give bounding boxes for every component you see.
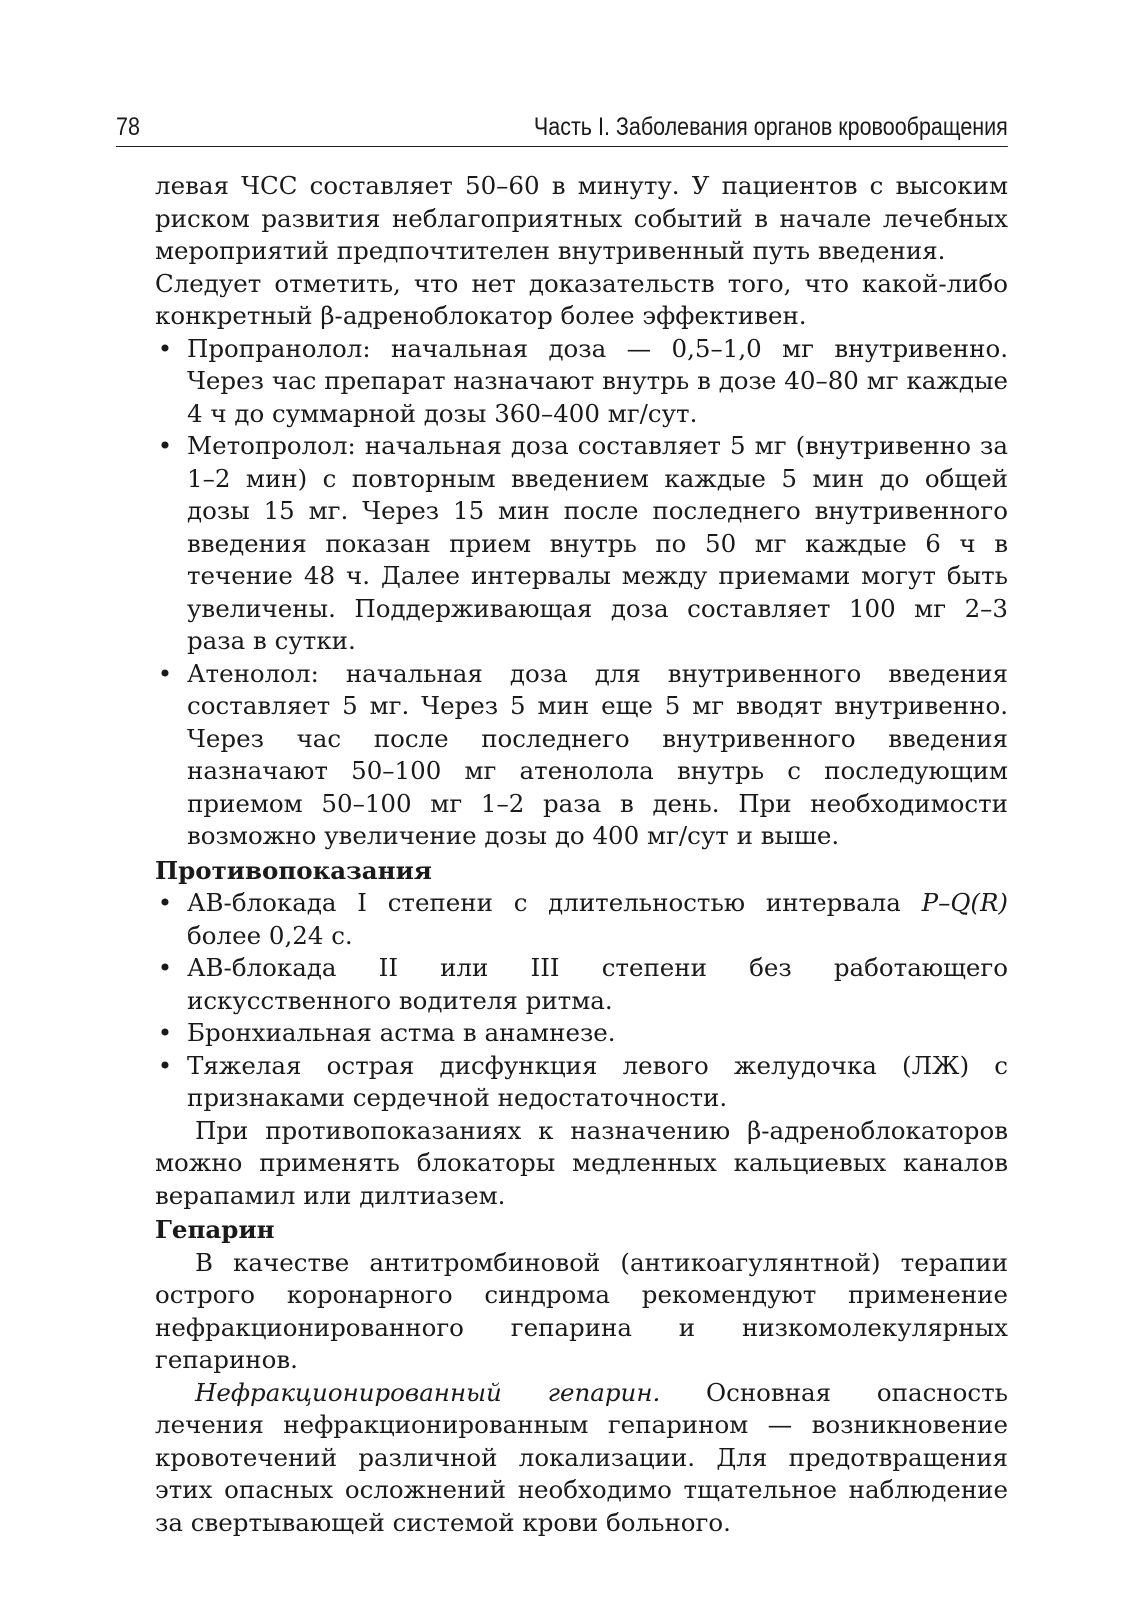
- list-item-atenolol: [157, 658, 1008, 853]
- list-item-asthma: [157, 1017, 1008, 1050]
- contraindications-list: [155, 887, 1008, 1115]
- term-italic: Нефракционированный гепарин.: [195, 1377, 661, 1407]
- list-item-text: АВ-блокада II или III степени без работающего искусственного водителя ритма.: [187, 953, 1008, 1015]
- bullet-icon: •: [157, 431, 173, 460]
- paragraph-alternatives: При противопоказаниях к назначению β-адреноблокаторов можно применять блокаторы медленных кальциевых каналов верапамил или дилтиазем.: [155, 1115, 1008, 1210]
- paragraph-heparin-therapy: В качестве антитромбиновой (антикоагулянтной) терапии острого коронарного синдрома рекомендуют применение нефракционированного гепарина и низкомолекулярных гепаринов.: [155, 1247, 1008, 1374]
- list-item-av-block-1: [157, 887, 1008, 952]
- list-item-av-block-2-3: [157, 952, 1008, 1017]
- bullet-icon: •: [157, 888, 173, 917]
- list-item-text: более 0,24 с.: [187, 920, 353, 950]
- running-title: Часть I. Заболевания органов кровообращения: [533, 113, 1008, 141]
- bullet-icon: •: [157, 658, 173, 688]
- list-item-text: Бронхиальная астма в анамнезе.: [187, 1018, 616, 1047]
- bullet-icon: •: [157, 333, 173, 363]
- section-heading-heparin: Гепарин: [155, 1215, 275, 1244]
- bullet-icon: •: [157, 953, 173, 982]
- paragraph-unfractionated-heparin: [155, 1377, 1008, 1540]
- section-heading-contraindications: Противопоказания: [155, 855, 432, 885]
- running-header: [116, 110, 1008, 147]
- page-number: 78: [116, 113, 140, 141]
- page-body: [155, 170, 1008, 1539]
- list-item-text: Атенолол: начальная доза для внутривенного введения составляет 5 мг. Через 5 мин еще 5 мг вводят внутривенно. Через час после последнего внутривенного введения назначают 50–100 мг атенолола внутрь с последующим приемом 50–100 мг 1–2 раза в день. При необходимости возможно увеличение дозы до 400 мг/сут и выше.: [187, 658, 1008, 850]
- paragraph-no-evidence: Следует отметить, что нет доказательств того, что какой-либо конкретный β-адреноблокатор более эффективен.: [155, 268, 1008, 330]
- bullet-icon: •: [157, 1018, 173, 1047]
- paragraph-continuation: левая ЧСС составляет 50–60 в минуту. У пациентов с высоким риском развития неблагоприятных событий в начале лечебных мероприятий предпочтителен внутривенный путь введения.: [155, 171, 1008, 265]
- list-item-metoprolol: [157, 430, 1008, 658]
- paragraph-text: Основная опасность лечения нефракционированным гепарином — возникновение кровотечений различной локализации. Для предотвращения этих опасных осложнений необходимо тщательное наблюдение за свертывающей системой крови больного.: [155, 1377, 1008, 1537]
- drug-dosage-list: [155, 333, 1008, 853]
- interval-formula: P–Q(R): [921, 888, 1008, 917]
- bullet-icon: •: [157, 1050, 173, 1080]
- list-item-text: Пропранолол: начальная доза — 0,5–1,0 мг внутривенно. Через час препарат назначают внутрь в дозе 40–80 мг каждые 4 ч до суммарной дозы 360–400 мг/сут.: [187, 333, 1008, 428]
- list-item-text: АВ-блокада I степени с длительностью интервала: [187, 888, 922, 917]
- list-item-text: Тяжелая острая дисфункция левого желудочка (ЛЖ) с признаками сердечной недостаточности.: [187, 1050, 1008, 1112]
- list-item-text: Метопролол: начальная доза составляет 5 мг (внутривенно за 1–2 мин) с повторным введением каждые 5 мин до общей дозы 15 мг. Через 15 мин после последнего внутривенного введения показан прием внутрь по 50 мг каждые 6 ч в течение 48 ч. Далее интервалы между приемами могут быть увеличены. Поддерживающая доза составляет 100 мг 2–3 раза в сутки.: [187, 431, 1008, 655]
- list-item-lv-dysfunction: [157, 1050, 1008, 1115]
- list-item-propranolol: [157, 333, 1008, 431]
